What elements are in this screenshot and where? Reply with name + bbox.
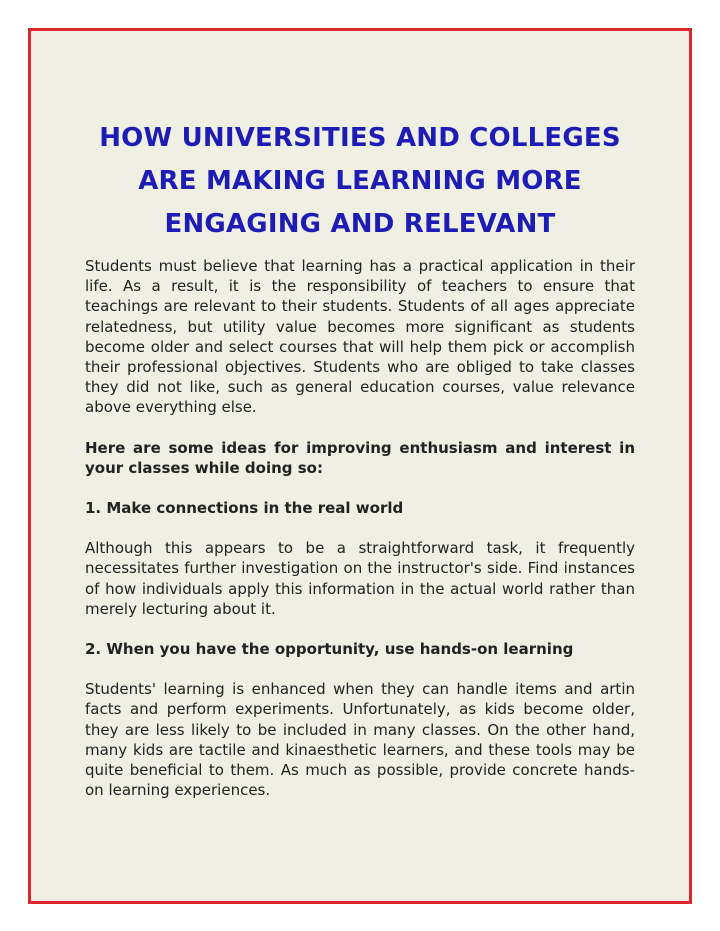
section-paragraph: Students' learning is enhanced when they can handle items and artin facts and perform experiments. Unfortunately, as kids become older, they are less likely to be included in many classes. On the other hand, many kids are tactile and kinaesthetic learners, and these tools may be quite beneficial to them. As much as possible, provide concrete hands-on learning experiences. xyxy=(85,680,635,800)
section-heading: 1. Make connections in the real world xyxy=(85,499,404,518)
section-paragraph: Although this appears to be a straightforward task, it frequently necessitates further investigation on the instructor's side. Find instances of how individuals apply this information in the actual world rather than merely lecturing about it. xyxy=(85,539,635,618)
document-title: HOW UNIVERSITIES AND COLLEGES ARE MAKING LEARNING MORE ENGAGING AND RELEVANT xyxy=(99,123,621,239)
document-content xyxy=(85,117,635,800)
document-page xyxy=(28,28,692,904)
intro-paragraph: Students must believe that learning has a practical application in their life. As a result, it is the responsibility of teachers to ensure that teachings are relevant to their students. Students of all ages appreciate relatedness, but utility value becomes more significant as students become older and select courses that will help them pick or accomplish their professional objectives. Students who are obliged to take classes they did not like, such as general education courses, value relevance above everything else. xyxy=(85,257,635,417)
lead-in-paragraph: Here are some ideas for improving enthusiasm and interest in your classes while doing so: xyxy=(85,438,635,477)
section-heading: 2. When you have the opportunity, use hands-on learning xyxy=(85,640,574,659)
